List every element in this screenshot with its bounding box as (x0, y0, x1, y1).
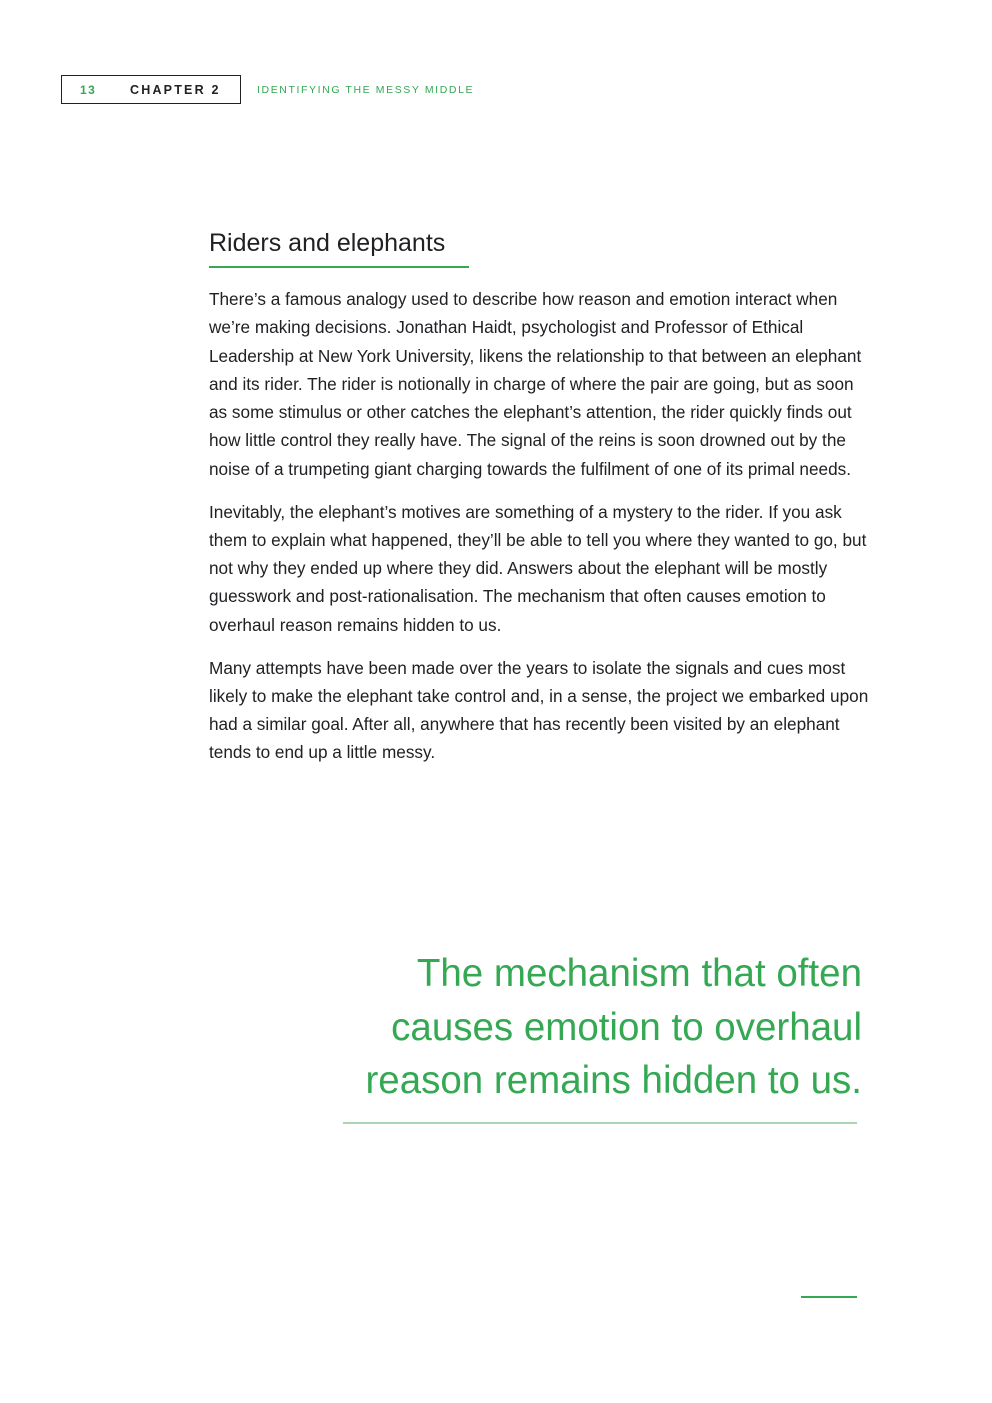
body-paragraph: There’s a famous analogy used to describe how reason and emotion interact when we’re making decisions. Jonathan Haidt, psychologist and Professor of Ethical Leadership at New York University, likens the relationship to that between an elephant and its rider. The rider is notionally in charge of where the pair are going, but as soon as some stimulus or other catches the elephant’s attention, the rider quickly finds out how little control they really have. The signal of the reins is soon drowned out by the noise of a trumpeting giant charging towards the fulfilment of one of its primal needs. (209, 289, 862, 479)
body-paragraph: Inevitably, the elephant’s motives are something of a mystery to the rider. If you ask them to explain what happened, they’ll be able to tell you where they wanted to go, but not why they ended up where they did. Answers about the elephant will be mostly guesswork and post-rationalisation. The mechanism that often causes emotion to overhaul reason remains hidden to us. (209, 501, 867, 635)
heading-underline (209, 266, 469, 268)
body-paragraph: Many attempts have been made over the years to isolate the signals and cues most likely to make the elephant take control and, in a sense, the project we embarked upon had a similar goal. After all, anywhere that has recently been visited by an elephant tends to end up a little messy. (209, 657, 869, 763)
page-number: 13 (80, 83, 97, 97)
pull-quote-rule (343, 1122, 857, 1124)
article-body (209, 285, 869, 781)
chapter-label: CHAPTER 2 (130, 83, 221, 97)
footer-rule (801, 1296, 857, 1298)
article-heading: Riders and elephants (209, 229, 446, 257)
pull-quote-line: reason remains hidden to us. (365, 1059, 862, 1102)
chapter-header-box (61, 75, 241, 104)
section-title: IDENTIFYING THE MESSY MIDDLE (257, 84, 475, 96)
pull-quote-line: causes emotion to overhaul (391, 1005, 862, 1049)
pull-quote (300, 947, 862, 1108)
pull-quote-line: The mechanism that often (416, 952, 862, 995)
